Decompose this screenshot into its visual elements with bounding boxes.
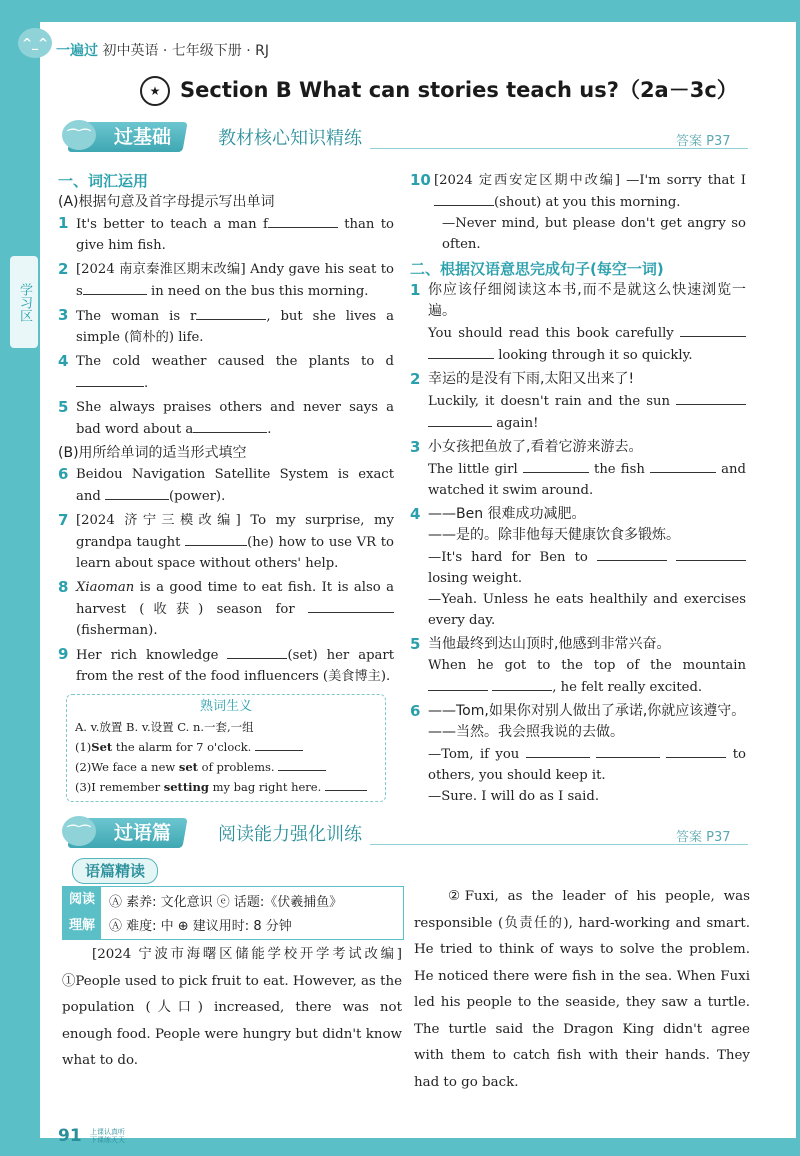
answer-blank[interactable]	[666, 743, 726, 758]
banner-subtitle: 阅读能力强化训练	[218, 824, 362, 845]
mascot-icon: ⌒⌒	[62, 120, 96, 150]
question-8: 8 Xiaoman is a good time to eat fish. It is also a harvest (收获) season for (fisherman).	[58, 578, 394, 638]
answer-blank[interactable]	[650, 458, 716, 473]
running-header	[56, 40, 269, 60]
sentence-6: 6 ——Tom,如果你对别人做出了承诺,你就应该遵守。 ——当然。我会照我说的去做。 —Tom, if you to others, you should keep it. —Sure. I will do as I said.	[410, 702, 746, 804]
reading-paragraph-1: [2024 宁波市海曙区储能学校开学考试改编] ①People used to pick fruit to eat. However, as the population (人口) increased, there was not enough food. People were hungry but didn't know what to do.	[62, 947, 402, 1068]
answer-blank[interactable]	[196, 305, 266, 320]
left-band	[0, 0, 40, 1156]
answer-blank[interactable]	[255, 738, 303, 751]
answer-blank[interactable]	[434, 191, 494, 206]
question-10: 10 [2024 定西安定区期中改编] —I'm sorry that I (shout) at you this morning. —Never mind, but please don't get angry so often.	[410, 171, 746, 252]
reading-info-box	[62, 886, 404, 940]
answer-blank[interactable]	[193, 418, 267, 433]
side-tab: 学习区	[10, 256, 38, 348]
sentence-2: 2 幸运的是没有下雨,太阳又出来了! Luckily, it doesn't rain and the sun again!	[410, 369, 746, 434]
sentence-5: 5 当他最终到达山顶时,他感到非常兴奋。 When he got to the top of the mountain , he felt really excited.	[410, 635, 746, 695]
answer-blank[interactable]	[596, 743, 660, 758]
page-title	[140, 74, 738, 106]
answer-blank[interactable]	[492, 676, 552, 691]
answer-blank[interactable]	[278, 758, 326, 771]
banner-basics	[70, 122, 750, 152]
answer-blank[interactable]	[428, 412, 492, 427]
sentence-3: 3 小女孩把鱼放了,看着它游来游去。 The little girl the fish and watched it swim around.	[410, 438, 746, 498]
answer-blank[interactable]	[680, 322, 746, 337]
part-heading: 二、根据汉语意思完成句子(每空一词)	[410, 260, 664, 278]
info-row-2: Ⓐ 难度: 中 ⊕ 建议用时: 8 分钟	[109, 919, 292, 934]
question-1: 1 It's better to teach a man f than to give him fish.	[58, 214, 394, 253]
tips-box	[66, 694, 386, 802]
reading-paragraph-2: ②Fuxi, as the leader of his people, was responsible (负责任的), hard-working and smart. He tried to think of ways to solve the problem. He noticed there were fish in the sea. When Fuxi led his people to the seaside, they saw a turtle. The turtle said the Dragon King didn't agree with them to catch fish with their hands. They had to go back.	[414, 889, 750, 1090]
question-2: 2 [2024 南京秦淮区期末改编] Andy gave his seat to s in need on the bus this morning.	[58, 260, 394, 299]
info-side-label: 阅读 理解	[63, 887, 101, 939]
page-number: 91	[58, 1126, 82, 1146]
footer-tag: 上课认真听 下课练天天	[90, 1128, 125, 1144]
brand: 一遍过	[56, 43, 98, 59]
answer-blank[interactable]	[185, 531, 247, 546]
banner-reading	[70, 818, 750, 848]
section-star-icon: ★	[140, 76, 170, 106]
question-9: 9 Her rich knowledge (set) her apart from the rest of the food influencers (美食博主).	[58, 645, 394, 684]
question-7: 7 [2024 济宁三模改编] To my surprise, my grandpa taught (he) how to use VR to learn about space without others' help.	[58, 511, 394, 571]
answer-blank[interactable]	[76, 372, 144, 387]
answer-blank[interactable]	[105, 485, 169, 500]
banner-tag: 过语篇	[67, 818, 187, 848]
sentence-4: 4 ——Ben 很难成功减肥。 ——是的。除非他每天健康饮食多锻炼。 —It's hard for Ben to losing weight. —Yeah. Unless he eats healthily and exercises every day.	[410, 505, 746, 628]
right-edge	[796, 0, 800, 1156]
tips-line-1: (1)Set the alarm for 7 o'clock.	[75, 737, 377, 757]
top-band	[0, 0, 800, 22]
tips-line-2: (2)We face a new set of problems.	[75, 757, 377, 777]
sentence-1: 1 你应该仔细阅读这本书,而不是就这么快速浏览一遍。 You should read this book carefully looking through it so quickly.	[410, 281, 746, 363]
answer-blank[interactable]	[83, 280, 147, 295]
info-row-1: Ⓐ 素养: 文化意识 ⓔ 话题:《伏羲捕鱼》	[109, 895, 343, 910]
answer-blank[interactable]	[676, 546, 746, 561]
sub-heading: (B)用所给单词的适当形式填空	[58, 445, 247, 461]
divider	[370, 844, 748, 846]
banner-tag: 过基础	[67, 122, 187, 152]
answer-ref: 答案 P37	[676, 830, 731, 845]
part-heading: 一、词汇运用	[58, 172, 149, 190]
answer-blank[interactable]	[308, 598, 394, 613]
answer-blank[interactable]	[523, 458, 589, 473]
book-info: 初中英语 · 七年级下册 · RJ	[102, 43, 270, 59]
answer-blank[interactable]	[227, 644, 287, 659]
banner-subtitle: 教材核心知识精练	[218, 128, 362, 149]
answer-blank[interactable]	[325, 778, 367, 791]
divider	[370, 148, 748, 150]
question-6: 6 Beidou Navigation Satellite System is exact and (power).	[58, 465, 394, 504]
tips-title: 熟词生义	[199, 699, 252, 714]
right-column	[410, 170, 746, 810]
left-column	[58, 170, 394, 690]
reading-label: 语篇精读	[72, 858, 158, 884]
question-4: 4 The cold weather caused the plants to d.	[58, 352, 394, 391]
mascot-icon: ⌒⌒	[62, 816, 96, 846]
answer-blank[interactable]	[676, 390, 746, 405]
answer-ref: 答案 P37	[676, 134, 731, 149]
answer-blank[interactable]	[526, 743, 590, 758]
answer-blank[interactable]	[597, 546, 667, 561]
question-5: 5 She always praises others and never says a bad word about a .	[58, 398, 394, 437]
mascot-icon: ^_^	[18, 28, 52, 58]
sub-heading: (A)根据句意及首字母提示写出单词	[58, 194, 275, 210]
tips-options: A. v.放置 B. v.设置 C. n.一套,一组	[75, 720, 254, 734]
tips-line-3: (3)I remember setting my bag right here.	[75, 777, 377, 797]
answer-blank[interactable]	[268, 213, 338, 228]
question-3: 3 The woman is r , but she lives a simple (简朴的) life.	[58, 306, 394, 345]
section-title-text: Section B What can stories teach us?（2a－3c）	[180, 78, 738, 102]
answer-blank[interactable]	[428, 344, 494, 359]
answer-blank[interactable]	[428, 676, 488, 691]
